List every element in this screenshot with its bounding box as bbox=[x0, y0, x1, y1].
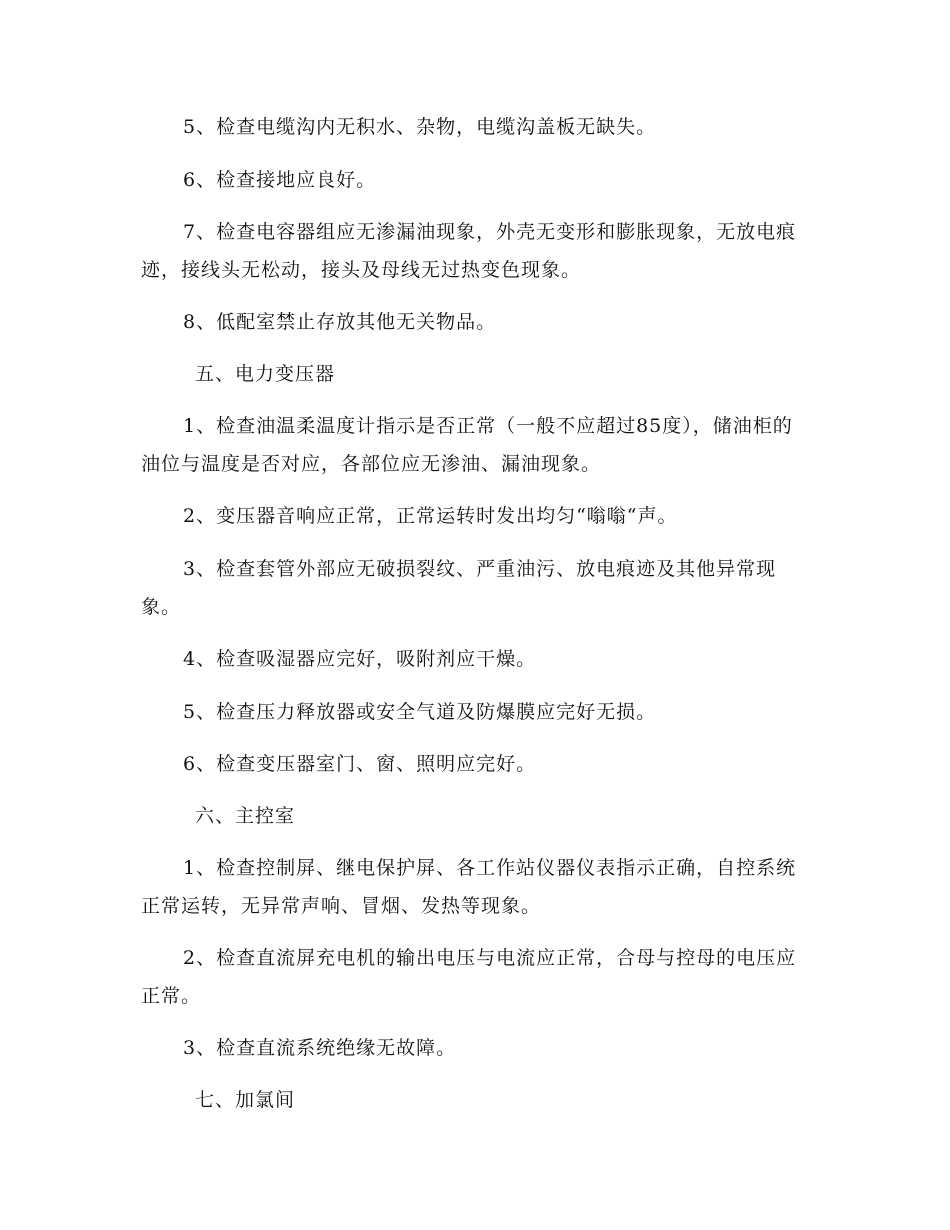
section-heading-transformer: 五、电力变压器 bbox=[195, 363, 336, 385]
paragraph-low-voltage-room: 8、低配室禁止存放其他无关物品。 bbox=[183, 311, 497, 333]
paragraph-oil-temperature: 1、检查油温柔温度计指示是否正常（一般不应超过85度），储油柜的油位与温度是否对应，各部位应无渗油、漏油现象。 bbox=[141, 415, 793, 475]
section-heading-control-room: 六、主控室 bbox=[195, 805, 296, 827]
section-heading-chlorination-room: 七、加氯间 bbox=[195, 1089, 296, 1111]
paragraph-transformer-room: 6、检查变压器室门、窗、照明应完好。 bbox=[183, 753, 537, 775]
paragraph-pressure-relief: 5、检查压力释放器或安全气道及防爆膜应完好无损。 bbox=[183, 701, 657, 723]
paragraph-dc-charger: 2、检查直流屏充电机的输出电压与电流应正常，合母与控母的电压应正常。 bbox=[141, 947, 797, 1007]
paragraph-breather: 4、检查吸湿器应完好，吸附剂应干燥。 bbox=[183, 648, 537, 670]
paragraph-control-panels: 1、检查控制屏、继电保护屏、各工作站仪器仪表指示正确，自控系统正常运转，无异常声响、冒烟、发热等现象。 bbox=[141, 857, 797, 917]
paragraph-grounding: 6、检查接地应良好。 bbox=[183, 169, 377, 191]
paragraph-cable-trench: 5、检查电缆沟内无积水、杂物，电缆沟盖板无缺失。 bbox=[183, 116, 657, 138]
paragraph-bushing: 3、检查套管外部应无破损裂纹、严重油污、放电痕迹及其他异常现象。 bbox=[141, 558, 777, 618]
paragraph-capacitor-bank: 7、检查电容器组应无渗漏油现象，外壳无变形和膨胀现象，无放电痕迹，接线头无松动，接头及母线无过热变色现象。 bbox=[141, 221, 797, 281]
paragraph-transformer-sound: 2、变压器音响应正常，正常运转时发出均匀“嗡嗡“声。 bbox=[183, 505, 678, 527]
paragraph-dc-insulation: 3、检查直流系统绝缘无故障。 bbox=[183, 1037, 457, 1059]
